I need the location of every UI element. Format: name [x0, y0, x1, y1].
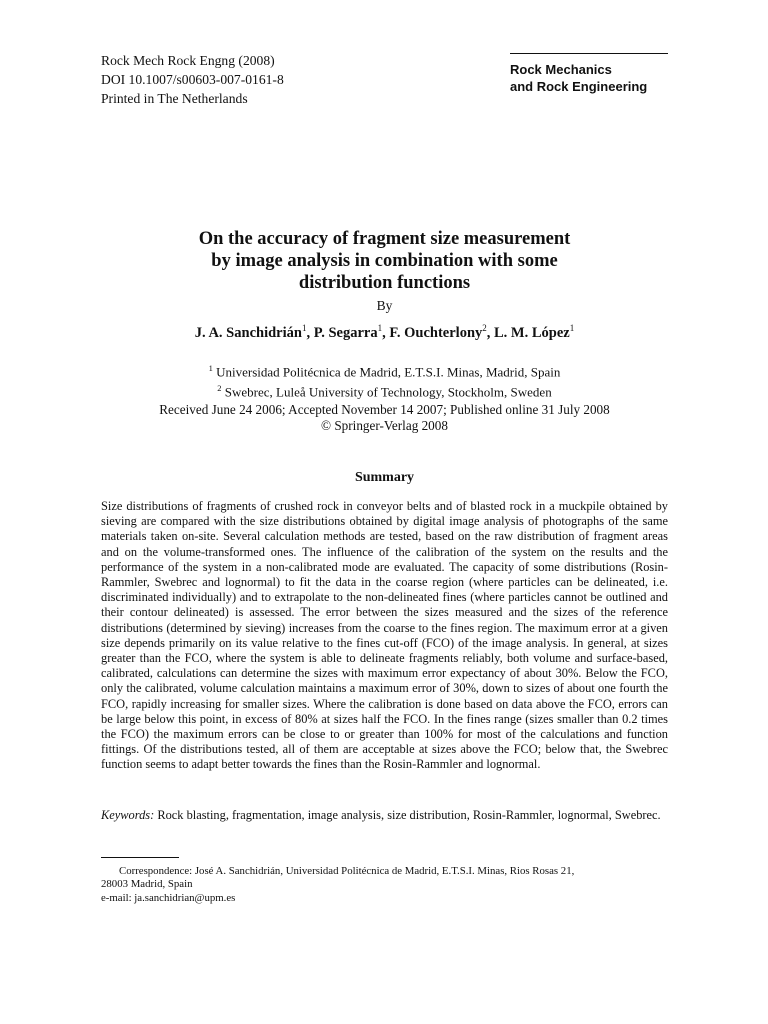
- author-name: F. Ouchterlony: [389, 324, 483, 341]
- author-name: J. A. Sanchidrián: [194, 324, 302, 341]
- affiliation-number: 1: [208, 363, 213, 373]
- correspondence-line: Correspondence: José A. Sanchidrián, Universidad Politécnica de Madrid, E.T.S.I. Minas, Rios Rosas 21,: [119, 865, 575, 877]
- correspondence-address: 28003 Madrid, Spain: [101, 878, 193, 891]
- author-affiliation-mark: 1: [377, 323, 383, 333]
- author-separator: ,: [486, 324, 495, 341]
- correspondence-email[interactable]: e-mail: ja.sanchidrian@upm.es: [101, 891, 236, 904]
- author-affiliation-mark: 1: [569, 323, 575, 333]
- author-name: L. M. López: [494, 324, 570, 341]
- footnote-rule: [101, 857, 179, 858]
- summary-text: Size distributions of fragments of crushed rock in conveyor belts and of blasted rock in a muckpile obtained by sieving are compared with the size distributions obtained by digital image analysis of photographs of the same materials taken on-site. Several calculation methods are tested, based on the raw distribution of fragment areas and on the volume-transformed ones. The influence of the calibration of the system on the results and the performance of the system in a non-calibrated mode are evaluated. The capacity of some distributions (Rosin-Rammler, Swebrec and lognormal) to fit the data in the coarse region (where particles can be delineated, i.e. discriminated individually) and to extrapolate to the non-delineated fines (where particles cannot be outlined and their contour delineated) is assessed. The error between the sizes measured and the sizes of the reference distributions (determined by sieving) increases from the coarse to the fines region. The maximum error at a given size depends primarily on its value relative to the fines cut-off (FCO) of the image analysis. In general, at sizes greater than the FCO, where the system is able to delineate fragments reliably, both volume and surface-based, calibrated, calculations can determine the sizes with maximum error expectancy of about 30%. Below the FCO, only the calibrated, volume calculation maintains a maximum error of 30%, down to sizes of about one fourth the FCO, rapidly increasing for smaller sizes. Where the calibration is done based on data above the FCO, errors can be large below this point, in excess of 80% at sizes half the FCO. In the fines range (sizes smaller than 0.2 times the FCO) the maximum errors can be close to or greater than 100% for most of the calculations and function fittings. Of the distributions tested, all of them are acceptable at sizes above the FCO; below that, the Swebrec function seems to adapt better towards the fines than the Rosin-Rammler and lognormal.: [101, 499, 668, 772]
- author-list: [101, 323, 668, 342]
- keywords: [101, 808, 668, 823]
- publication-dates: [101, 402, 668, 434]
- affiliations: [101, 360, 668, 401]
- correspondence-footnote: [101, 865, 668, 905]
- title-line-2: by image analysis in combination with some: [211, 251, 558, 271]
- affiliation-item: [101, 380, 668, 400]
- author-affiliation-mark: 2: [482, 323, 487, 333]
- title-line-3: distribution functions: [298, 273, 471, 293]
- doi[interactable]: DOI 10.1007/s00603-007-0161-8: [101, 72, 284, 87]
- affiliation-text: Swebrec, Luleå University of Technology, Stockholm, Sweden: [224, 384, 552, 400]
- journal-rule: [510, 53, 668, 54]
- paper-title: [101, 228, 668, 294]
- journal-citation: [101, 51, 284, 108]
- journal-name-block: [510, 53, 668, 95]
- received-accepted-published: Received June 24 2006; Accepted November 14 2007; Published online 31 July 2008: [159, 402, 610, 417]
- journal-reference: Rock Mech Rock Engng (2008): [101, 53, 275, 68]
- journal-name-line-1: Rock Mechanics: [510, 62, 612, 77]
- author-separator: ,: [306, 324, 314, 341]
- keywords-label: Keywords:: [101, 808, 155, 822]
- author-affiliation-mark: 1: [301, 323, 307, 333]
- copyright: © Springer-Verlag 2008: [321, 418, 448, 433]
- author-separator: ,: [382, 324, 390, 341]
- affiliation-text: Universidad Politécnica de Madrid, E.T.S.I. Minas, Madrid, Spain: [216, 364, 561, 380]
- author-name: P. Segarra: [313, 324, 378, 341]
- affiliation-number: 2: [217, 383, 222, 394]
- summary-heading: Summary: [354, 470, 415, 485]
- keywords-text: Rock blasting, fragmentation, image analysis, size distribution, Rosin-Rammler, lognormal, Swebrec.: [154, 808, 661, 822]
- affiliation-item: [101, 360, 668, 380]
- journal-name: [510, 61, 668, 95]
- printed-location: Printed in The Netherlands: [101, 91, 248, 106]
- by-label: By: [376, 298, 393, 313]
- title-line-1: On the accuracy of fragment size measurement: [198, 229, 571, 249]
- journal-name-line-2: and Rock Engineering: [510, 79, 648, 94]
